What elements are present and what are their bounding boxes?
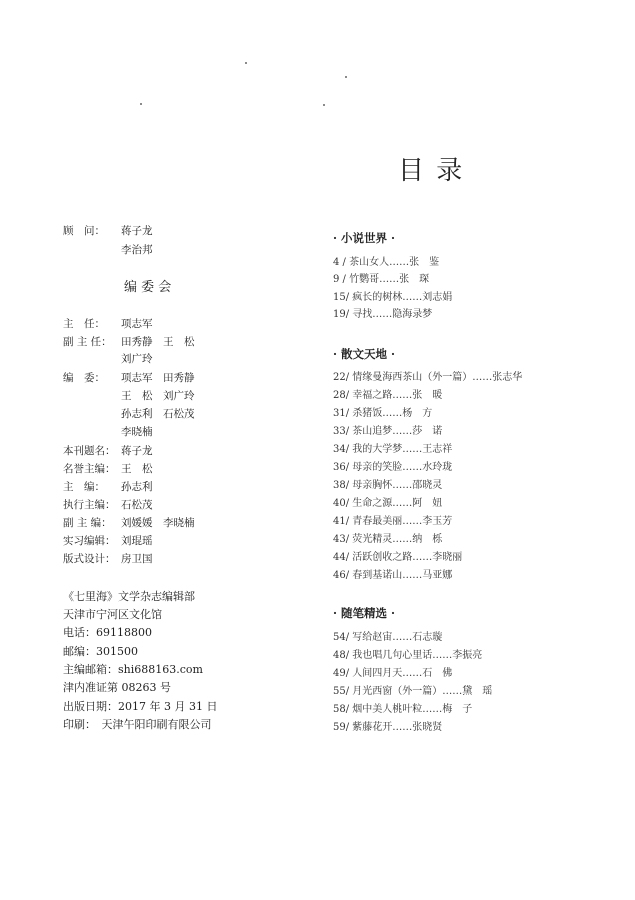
scan-speck [345, 76, 347, 78]
committee-value: 刘琨瑶 [121, 535, 153, 547]
committee-value: 项志军 [121, 318, 153, 330]
publisher-line: 印刷： 天津午阳印刷有限公司 [63, 718, 212, 731]
publisher-line: 天津市宁河区文化馆 [63, 608, 162, 621]
toc-entry: 55/ 月光西窗（外一篇）……黛 瑶 [333, 686, 493, 697]
committee-value: 刘广玲 [121, 353, 153, 365]
publisher-line: 电话：69118800 [63, 626, 152, 639]
committee-label: 编 委： [63, 372, 105, 384]
committee-value: 王 松 [121, 463, 153, 475]
toc-section-heading: · 散文天地 · [333, 347, 396, 361]
toc-section-heading: · 小说世界 · [333, 231, 396, 245]
scan-speck [140, 103, 142, 105]
toc-entry: 48/ 我也唱几句心里话……李振亮 [333, 650, 483, 661]
committee-value: 项志军 田秀静 [121, 372, 195, 384]
advisors-label: 顾 问： [63, 225, 105, 237]
committee-value: 孙志利 [121, 481, 153, 493]
toc-section-heading: · 随笔精选 · [333, 606, 396, 620]
committee-value: 房卫国 [121, 553, 153, 565]
committee-value: 田秀静 王 松 [121, 336, 195, 348]
toc-entry: 44/ 活跃创收之路……李晓丽 [333, 552, 463, 563]
toc-entry: 15/ 疯长的树林……刘志娟 [333, 292, 453, 303]
publisher-line: 津内准证第 08263 号 [63, 681, 171, 694]
toc-entry: 19/ 寻找……隐海录梦 [333, 309, 433, 320]
advisor-name: 蒋子龙 [121, 225, 153, 237]
committee-label: 本刊题名： [63, 445, 116, 457]
committee-value: 石松茂 [121, 499, 153, 511]
committee-label: 副 主 任： [63, 336, 112, 348]
scan-speck [323, 104, 325, 106]
toc-entry: 36/ 母亲的笑脸……水玲珑 [333, 462, 453, 473]
toc-entry: 46/ 春到基诺山……马亚娜 [333, 570, 453, 581]
toc-entry: 22/ 情缘曼海西茶山（外一篇）……张志华 [333, 372, 523, 383]
committee-heading: 编 委 会 [124, 280, 172, 295]
scan-speck [245, 62, 247, 64]
toc-entry: 40/ 生命之源……阿 妞 [333, 498, 443, 509]
committee-label: 实习编辑： [63, 535, 116, 547]
committee-value: 蒋子龙 [121, 445, 153, 457]
committee-label: 名誉主编： [63, 463, 116, 475]
toc-entry: 9 / 竹鹦哥……张 琛 [333, 274, 430, 285]
committee-label: 执行主编： [63, 499, 116, 511]
publisher-line: 主编邮箱：shi688163.com [63, 663, 203, 676]
publisher-line: 出版日期：2017 年 3 月 31 日 [63, 700, 218, 713]
toc-entry: 38/ 母亲胸怀……邵晓灵 [333, 480, 443, 491]
toc-entry: 59/ 紫藤花开……张晓贤 [333, 722, 443, 733]
committee-label: 主 编： [63, 481, 105, 493]
advisor-name: 李治邦 [121, 244, 153, 256]
publisher-line: 邮编：301500 [63, 645, 138, 658]
page-title: 目 录 [398, 156, 465, 186]
toc-entry: 33/ 茶山追梦……莎 诺 [333, 426, 443, 437]
committee-label: 版式设计： [63, 553, 116, 565]
committee-label: 副 主 编： [63, 517, 112, 529]
toc-entry: 41/ 青春最美丽……李玉芳 [333, 516, 453, 527]
publisher-line: 《七里海》文学杂志编辑部 [63, 590, 195, 603]
toc-entry: 58/ 烟中美人桃叶粒……梅 子 [333, 704, 473, 715]
committee-value: 王 松 刘广玲 [121, 390, 195, 402]
committee-value: 李晓楠 [121, 426, 153, 438]
committee-value: 孙志利 石松茂 [121, 408, 195, 420]
toc-entry: 34/ 我的大学梦……王志祥 [333, 444, 453, 455]
toc-entry: 49/ 人间四月天……石 佛 [333, 668, 453, 679]
committee-value: 刘媛媛 李晓楠 [121, 517, 195, 529]
toc-entry: 4 / 茶山女人……张 鉴 [333, 257, 440, 268]
committee-label: 主 任： [63, 318, 105, 330]
toc-entry: 28/ 幸福之路……张 暖 [333, 390, 443, 401]
toc-entry: 54/ 写给赵宙……石志璇 [333, 632, 443, 643]
toc-entry: 31/ 杀猪饭……杨 方 [333, 408, 433, 419]
toc-entry: 43/ 荧光精灵……纳 栎 [333, 534, 443, 545]
